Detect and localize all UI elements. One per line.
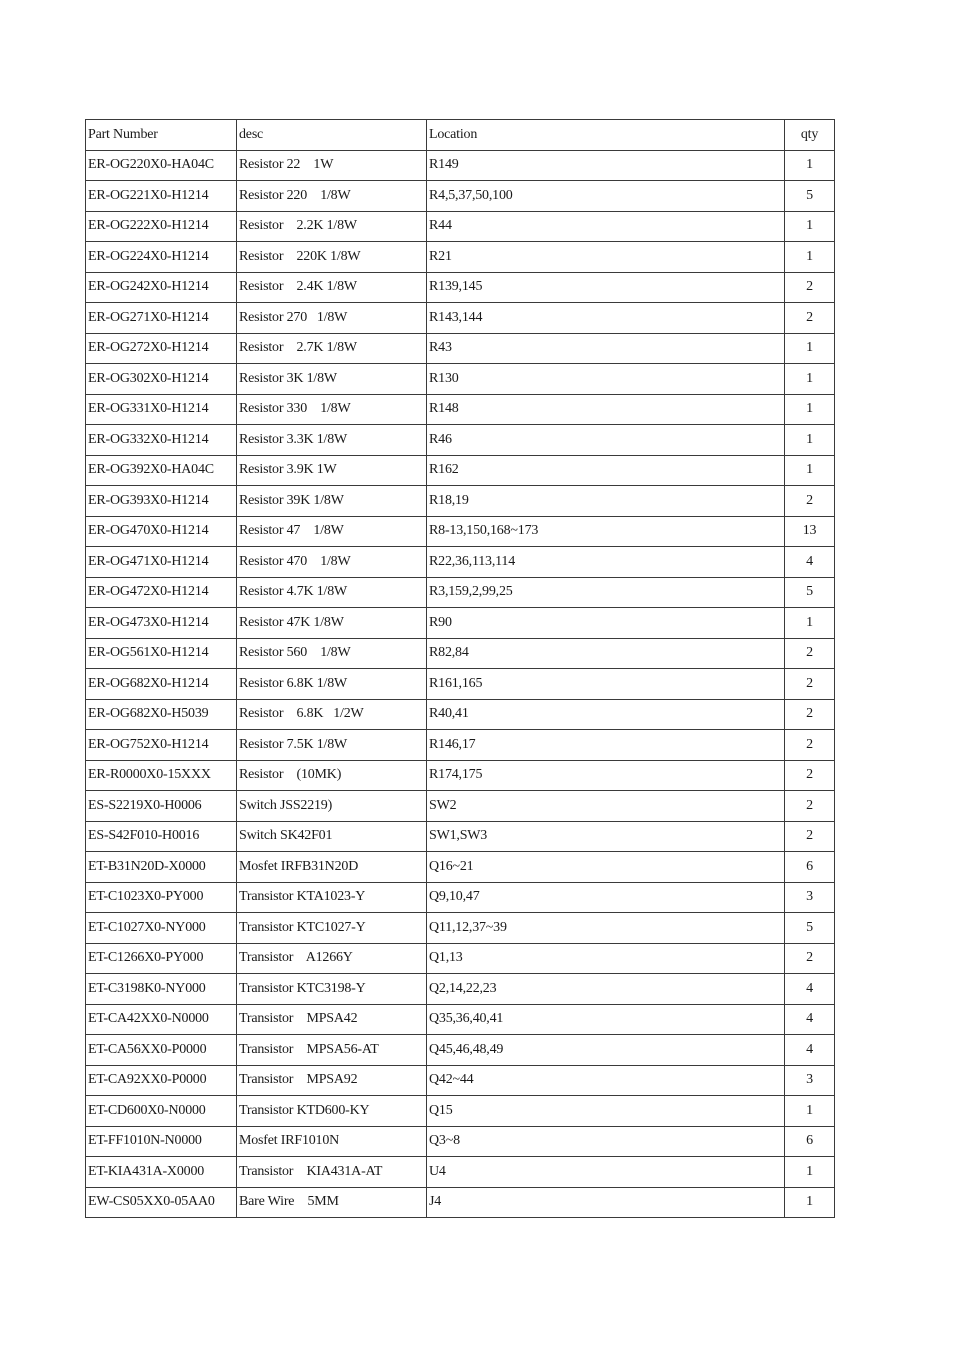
header-desc: desc: [237, 120, 427, 151]
part-number-cell: ER-OG220X0-HA04C: [86, 150, 237, 181]
header-part-number: Part Number: [86, 120, 237, 151]
location-cell: Q16~21: [427, 852, 785, 883]
desc-cell: Resistor 47 1/8W: [237, 516, 427, 547]
qty-cell: 4: [785, 974, 835, 1005]
location-cell: Q2,14,22,23: [427, 974, 785, 1005]
part-number-cell: ER-OG242X0-H1214: [86, 272, 237, 303]
table-row: [86, 211, 835, 242]
qty-cell: 13: [785, 516, 835, 547]
qty-cell: 2: [785, 791, 835, 822]
location-cell: Q45,46,48,49: [427, 1035, 785, 1066]
table-row: [86, 272, 835, 303]
desc-cell: Resistor 2.7K 1/8W: [237, 333, 427, 364]
desc-cell: Mosfet IRFB31N20D: [237, 852, 427, 883]
part-number-cell: ER-OG302X0-H1214: [86, 364, 237, 395]
table-row: [86, 455, 835, 486]
qty-cell: 1: [785, 608, 835, 639]
qty-cell: 5: [785, 913, 835, 944]
part-number-cell: ET-C1023X0-PY000: [86, 882, 237, 913]
table-row: [86, 1096, 835, 1127]
table-row: [86, 364, 835, 395]
location-cell: SW1,SW3: [427, 821, 785, 852]
table-row: [86, 486, 835, 517]
location-cell: R146,17: [427, 730, 785, 761]
desc-cell: Resistor 3.9K 1W: [237, 455, 427, 486]
location-cell: R8-13,150,168~173: [427, 516, 785, 547]
part-number-cell: ER-OG272X0-H1214: [86, 333, 237, 364]
desc-cell: Resistor 470 1/8W: [237, 547, 427, 578]
part-number-cell: ET-C1027X0-NY000: [86, 913, 237, 944]
qty-cell: 1: [785, 242, 835, 273]
part-number-cell: ER-OG472X0-H1214: [86, 577, 237, 608]
location-cell: Q1,13: [427, 943, 785, 974]
desc-cell: Transistor KIA431A-AT: [237, 1157, 427, 1188]
part-number-cell: ET-CD600X0-N0000: [86, 1096, 237, 1127]
location-cell: R90: [427, 608, 785, 639]
desc-cell: Resistor 270 1/8W: [237, 303, 427, 334]
table-row: [86, 1065, 835, 1096]
table-row: [86, 547, 835, 578]
location-cell: U4: [427, 1157, 785, 1188]
bom-table-header: [86, 120, 835, 151]
part-number-cell: ER-OG561X0-H1214: [86, 638, 237, 669]
location-cell: SW2: [427, 791, 785, 822]
header-qty: qty: [785, 120, 835, 151]
location-cell: R4,5,37,50,100: [427, 181, 785, 212]
part-number-cell: ER-R0000X0-15XXX: [86, 760, 237, 791]
desc-cell: Transistor MPSA56-AT: [237, 1035, 427, 1066]
part-number-cell: ET-KIA431A-X0000: [86, 1157, 237, 1188]
part-number-cell: ER-OG331X0-H1214: [86, 394, 237, 425]
desc-cell: Resistor 3K 1/8W: [237, 364, 427, 395]
part-number-cell: ER-OG471X0-H1214: [86, 547, 237, 578]
desc-cell: Transistor KTC1027-Y: [237, 913, 427, 944]
desc-cell: Resistor 47K 1/8W: [237, 608, 427, 639]
desc-cell: Resistor 39K 1/8W: [237, 486, 427, 517]
desc-cell: Switch JSS2219): [237, 791, 427, 822]
location-cell: R161,165: [427, 669, 785, 700]
table-row: [86, 760, 835, 791]
part-number-cell: ER-OG682X0-H5039: [86, 699, 237, 730]
qty-cell: 2: [785, 486, 835, 517]
location-cell: R18,19: [427, 486, 785, 517]
part-number-cell: ET-CA56XX0-P0000: [86, 1035, 237, 1066]
desc-cell: Resistor 22 1W: [237, 150, 427, 181]
table-row: [86, 333, 835, 364]
qty-cell: 1: [785, 425, 835, 456]
desc-cell: Transistor A1266Y: [237, 943, 427, 974]
table-row: [86, 181, 835, 212]
location-cell: Q3~8: [427, 1126, 785, 1157]
part-number-cell: ER-OG682X0-H1214: [86, 669, 237, 700]
desc-cell: Transistor KTC3198-Y: [237, 974, 427, 1005]
table-row: [86, 577, 835, 608]
qty-cell: 2: [785, 669, 835, 700]
part-number-cell: EW-CS05XX0-05AA0: [86, 1187, 237, 1218]
location-cell: R46: [427, 425, 785, 456]
part-number-cell: ER-OG221X0-H1214: [86, 181, 237, 212]
table-row: [86, 1157, 835, 1188]
location-cell: Q15: [427, 1096, 785, 1127]
location-cell: R149: [427, 150, 785, 181]
part-number-cell: ET-FF1010N-N0000: [86, 1126, 237, 1157]
location-cell: R44: [427, 211, 785, 242]
table-row: [86, 1187, 835, 1218]
table-row: [86, 1035, 835, 1066]
desc-cell: Resistor 220K 1/8W: [237, 242, 427, 273]
desc-cell: Transistor MPSA42: [237, 1004, 427, 1035]
qty-cell: 1: [785, 394, 835, 425]
qty-cell: 1: [785, 1157, 835, 1188]
desc-cell: Resistor 3.3K 1/8W: [237, 425, 427, 456]
desc-cell: Transistor KTA1023-Y: [237, 882, 427, 913]
table-row: [86, 730, 835, 761]
desc-cell: Mosfet IRF1010N: [237, 1126, 427, 1157]
table-row: [86, 425, 835, 456]
part-number-cell: ET-CA42XX0-N0000: [86, 1004, 237, 1035]
qty-cell: 1: [785, 364, 835, 395]
part-number-cell: ET-C1266X0-PY000: [86, 943, 237, 974]
desc-cell: Transistor KTD600-KY: [237, 1096, 427, 1127]
table-row: [86, 638, 835, 669]
table-row: [86, 821, 835, 852]
part-number-cell: ER-OG332X0-H1214: [86, 425, 237, 456]
desc-cell: Transistor MPSA92: [237, 1065, 427, 1096]
location-cell: R22,36,113,114: [427, 547, 785, 578]
table-row: [86, 669, 835, 700]
part-number-cell: ER-OG224X0-H1214: [86, 242, 237, 273]
location-cell: R82,84: [427, 638, 785, 669]
desc-cell: Resistor 560 1/8W: [237, 638, 427, 669]
qty-cell: 2: [785, 730, 835, 761]
part-number-cell: ES-S2219X0-H0006: [86, 791, 237, 822]
qty-cell: 5: [785, 181, 835, 212]
qty-cell: 2: [785, 303, 835, 334]
part-number-cell: ER-OG392X0-HA04C: [86, 455, 237, 486]
qty-cell: 1: [785, 333, 835, 364]
qty-cell: 2: [785, 638, 835, 669]
desc-cell: Bare Wire 5MM: [237, 1187, 427, 1218]
part-number-cell: ER-OG271X0-H1214: [86, 303, 237, 334]
qty-cell: 1: [785, 1096, 835, 1127]
desc-cell: Resistor 4.7K 1/8W: [237, 577, 427, 608]
location-cell: R43: [427, 333, 785, 364]
qty-cell: 4: [785, 1004, 835, 1035]
location-cell: R148: [427, 394, 785, 425]
part-number-cell: ET-C3198K0-NY000: [86, 974, 237, 1005]
location-cell: Q42~44: [427, 1065, 785, 1096]
qty-cell: 2: [785, 943, 835, 974]
header-location: Location: [427, 120, 785, 151]
table-row: [86, 516, 835, 547]
table-row: [86, 882, 835, 913]
location-cell: R143,144: [427, 303, 785, 334]
table-row: [86, 913, 835, 944]
part-number-cell: ER-OG393X0-H1214: [86, 486, 237, 517]
table-row: [86, 608, 835, 639]
location-cell: Q11,12,37~39: [427, 913, 785, 944]
table-row: [86, 1126, 835, 1157]
table-row: [86, 943, 835, 974]
part-number-cell: ER-OG473X0-H1214: [86, 608, 237, 639]
desc-cell: Resistor 2.4K 1/8W: [237, 272, 427, 303]
location-cell: R40,41: [427, 699, 785, 730]
qty-cell: 2: [785, 821, 835, 852]
part-number-cell: ES-S42F010-H0016: [86, 821, 237, 852]
table-row: [86, 791, 835, 822]
qty-cell: 4: [785, 1035, 835, 1066]
desc-cell: Resistor 220 1/8W: [237, 181, 427, 212]
qty-cell: 1: [785, 455, 835, 486]
table-row: [86, 150, 835, 181]
bom-table-body: [86, 150, 835, 1218]
qty-cell: 3: [785, 882, 835, 913]
qty-cell: 3: [785, 1065, 835, 1096]
part-number-cell: ER-OG752X0-H1214: [86, 730, 237, 761]
qty-cell: 2: [785, 272, 835, 303]
qty-cell: 5: [785, 577, 835, 608]
location-cell: R162: [427, 455, 785, 486]
location-cell: R21: [427, 242, 785, 273]
part-number-cell: ET-B31N20D-X0000: [86, 852, 237, 883]
desc-cell: Resistor (10MK): [237, 760, 427, 791]
part-number-cell: ET-CA92XX0-P0000: [86, 1065, 237, 1096]
location-cell: R130: [427, 364, 785, 395]
location-cell: R3,159,2,99,25: [427, 577, 785, 608]
qty-cell: 2: [785, 760, 835, 791]
part-number-cell: ER-OG470X0-H1214: [86, 516, 237, 547]
qty-cell: 1: [785, 211, 835, 242]
table-row: [86, 699, 835, 730]
table-row: [86, 852, 835, 883]
bom-table: [85, 119, 835, 1218]
table-row: [86, 1004, 835, 1035]
qty-cell: 4: [785, 547, 835, 578]
location-cell: R139,145: [427, 272, 785, 303]
desc-cell: Resistor 2.2K 1/8W: [237, 211, 427, 242]
location-cell: J4: [427, 1187, 785, 1218]
location-cell: Q35,36,40,41: [427, 1004, 785, 1035]
header-row: [86, 120, 835, 151]
location-cell: R174,175: [427, 760, 785, 791]
qty-cell: 2: [785, 699, 835, 730]
table-row: [86, 303, 835, 334]
part-number-cell: ER-OG222X0-H1214: [86, 211, 237, 242]
desc-cell: Resistor 7.5K 1/8W: [237, 730, 427, 761]
desc-cell: Switch SK42F01: [237, 821, 427, 852]
qty-cell: 1: [785, 150, 835, 181]
qty-cell: 6: [785, 852, 835, 883]
qty-cell: 1: [785, 1187, 835, 1218]
table-row: [86, 974, 835, 1005]
qty-cell: 6: [785, 1126, 835, 1157]
location-cell: Q9,10,47: [427, 882, 785, 913]
table-row: [86, 242, 835, 273]
table-row: [86, 394, 835, 425]
desc-cell: Resistor 6.8K 1/2W: [237, 699, 427, 730]
desc-cell: Resistor 330 1/8W: [237, 394, 427, 425]
desc-cell: Resistor 6.8K 1/8W: [237, 669, 427, 700]
